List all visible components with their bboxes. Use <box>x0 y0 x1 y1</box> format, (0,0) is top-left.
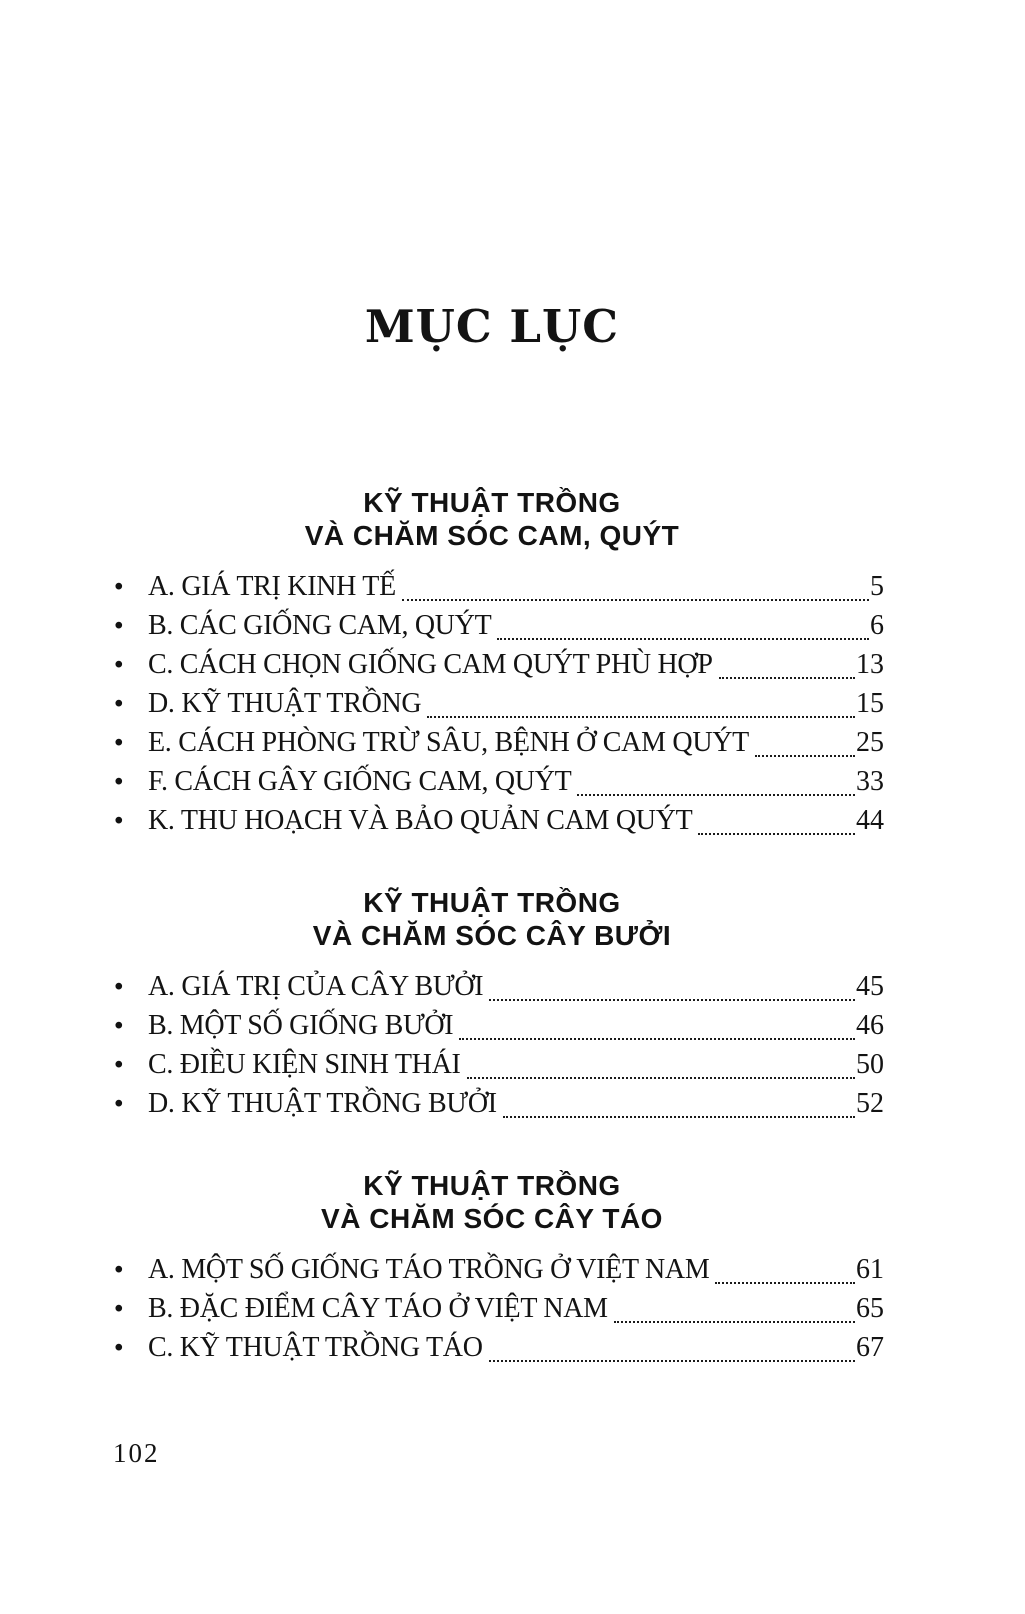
toc-item-page: 46 <box>856 1010 884 1041</box>
toc-item-page: 13 <box>856 649 884 680</box>
toc-section-cam-quyt <box>100 486 884 844</box>
toc-item <box>100 1010 884 1049</box>
toc-item <box>100 971 884 1010</box>
dot-leader <box>698 833 855 835</box>
toc-rows <box>100 571 884 844</box>
bullet-icon: • <box>112 575 126 601</box>
toc-item-label: B. ĐẶC ĐIỂM CÂY TÁO Ở VIỆT NAM <box>148 1293 608 1324</box>
bullet-icon: • <box>112 1053 126 1079</box>
toc-item-label: C. ĐIỀU KIỆN SINH THÁI <box>148 1049 461 1080</box>
bullet-icon: • <box>112 975 126 1001</box>
toc-item <box>100 1049 884 1088</box>
toc-rows <box>100 1254 884 1371</box>
toc-item-page: 50 <box>856 1049 884 1080</box>
bullet-icon: • <box>112 1092 126 1118</box>
toc-item <box>100 649 884 688</box>
dot-leader <box>715 1282 855 1284</box>
toc-item <box>100 766 884 805</box>
dot-leader <box>503 1116 855 1118</box>
bullet-icon: • <box>112 809 126 835</box>
toc-item-page: 52 <box>856 1088 884 1119</box>
bullet-icon: • <box>112 614 126 640</box>
section-heading <box>100 1169 884 1235</box>
toc-item <box>100 727 884 766</box>
dot-leader <box>459 1038 855 1040</box>
footer-page-number: 102 <box>113 1438 160 1468</box>
bullet-icon: • <box>112 770 126 796</box>
toc-item-label: K. THU HOẠCH VÀ BẢO QUẢN CAM QUÝT <box>148 805 693 836</box>
toc-item-page: 67 <box>856 1332 884 1363</box>
toc-item-label: D. KỸ THUẬT TRỒNG BƯỞI <box>148 1088 497 1119</box>
bullet-icon: • <box>112 653 126 679</box>
toc-item-page: 25 <box>856 727 884 758</box>
toc-item-page: 6 <box>870 610 884 641</box>
dot-leader <box>719 677 855 679</box>
section-heading-line1: KỸ THUẬT TRỒNG <box>363 887 621 918</box>
dot-leader <box>497 638 869 640</box>
toc-item-page: 15 <box>856 688 884 719</box>
dot-leader <box>614 1321 855 1323</box>
toc-item-label: A. GIÁ TRỊ KINH TẾ <box>148 571 396 602</box>
toc-item-page: 33 <box>856 766 884 797</box>
dot-leader <box>489 999 855 1001</box>
toc-item-label: F. CÁCH GÂY GIỐNG CAM, QUÝT <box>148 766 572 797</box>
dot-leader <box>755 755 855 757</box>
toc-item-label: B. MỘT SỐ GIỐNG BƯỞI <box>148 1010 454 1041</box>
toc-item-label: D. KỸ THUẬT TRỒNG <box>148 688 422 719</box>
dot-leader <box>402 599 869 601</box>
section-heading-line1: KỸ THUẬT TRỒNG <box>363 1170 621 1201</box>
dot-leader <box>467 1077 855 1079</box>
bullet-icon: • <box>112 1014 126 1040</box>
toc-item-label: E. CÁCH PHÒNG TRỪ SÂU, BỆNH Ở CAM QUÝT <box>148 727 749 758</box>
toc-item <box>100 571 884 610</box>
toc-section-cay-tao <box>100 1169 884 1371</box>
toc-item-page: 61 <box>856 1254 884 1285</box>
toc-item-label: C. CÁCH CHỌN GIỐNG CAM QUÝT PHÙ HỢP <box>148 649 713 680</box>
toc-item-page: 65 <box>856 1293 884 1324</box>
bullet-icon: • <box>112 1258 126 1284</box>
dot-leader <box>489 1360 855 1362</box>
toc-item <box>100 1088 884 1127</box>
bullet-icon: • <box>112 1297 126 1323</box>
page-title: MỤC LỤC <box>364 300 620 353</box>
section-heading-line2: VÀ CHĂM SÓC CÂY BƯỞI <box>312 920 672 951</box>
toc-item-label: B. CÁC GIỐNG CAM, QUÝT <box>148 610 492 641</box>
toc-item-page: 5 <box>870 571 884 602</box>
toc-item <box>100 805 884 844</box>
bullet-icon: • <box>112 1336 126 1362</box>
toc-item-page: 45 <box>856 971 884 1002</box>
toc-item <box>100 1254 884 1293</box>
section-heading <box>100 886 884 952</box>
section-heading <box>100 486 884 552</box>
toc-item <box>100 1293 884 1332</box>
section-heading-line2: VÀ CHĂM SÓC CAM, QUÝT <box>304 520 680 551</box>
toc-item <box>100 610 884 649</box>
toc-item-label: A. MỘT SỐ GIỐNG TÁO TRỒNG Ở VIỆT NAM <box>148 1254 710 1285</box>
toc-section-cay-buoi <box>100 886 884 1127</box>
section-heading-line1: KỸ THUẬT TRỒNG <box>363 487 621 518</box>
toc-item <box>100 1332 884 1371</box>
toc-item-label: C. KỸ THUẬT TRỒNG TÁO <box>148 1332 483 1363</box>
toc-rows <box>100 971 884 1127</box>
bullet-icon: • <box>112 692 126 718</box>
toc-item-label: A. GIÁ TRỊ CỦA CÂY BƯỞI <box>148 971 484 1002</box>
dot-leader <box>427 716 855 718</box>
toc-item <box>100 688 884 727</box>
toc-content <box>100 0 884 1371</box>
section-heading-line2: VÀ CHĂM SÓC CÂY TÁO <box>321 1203 663 1234</box>
bullet-icon: • <box>112 731 126 757</box>
toc-item-page: 44 <box>856 805 884 836</box>
dot-leader <box>577 794 855 796</box>
